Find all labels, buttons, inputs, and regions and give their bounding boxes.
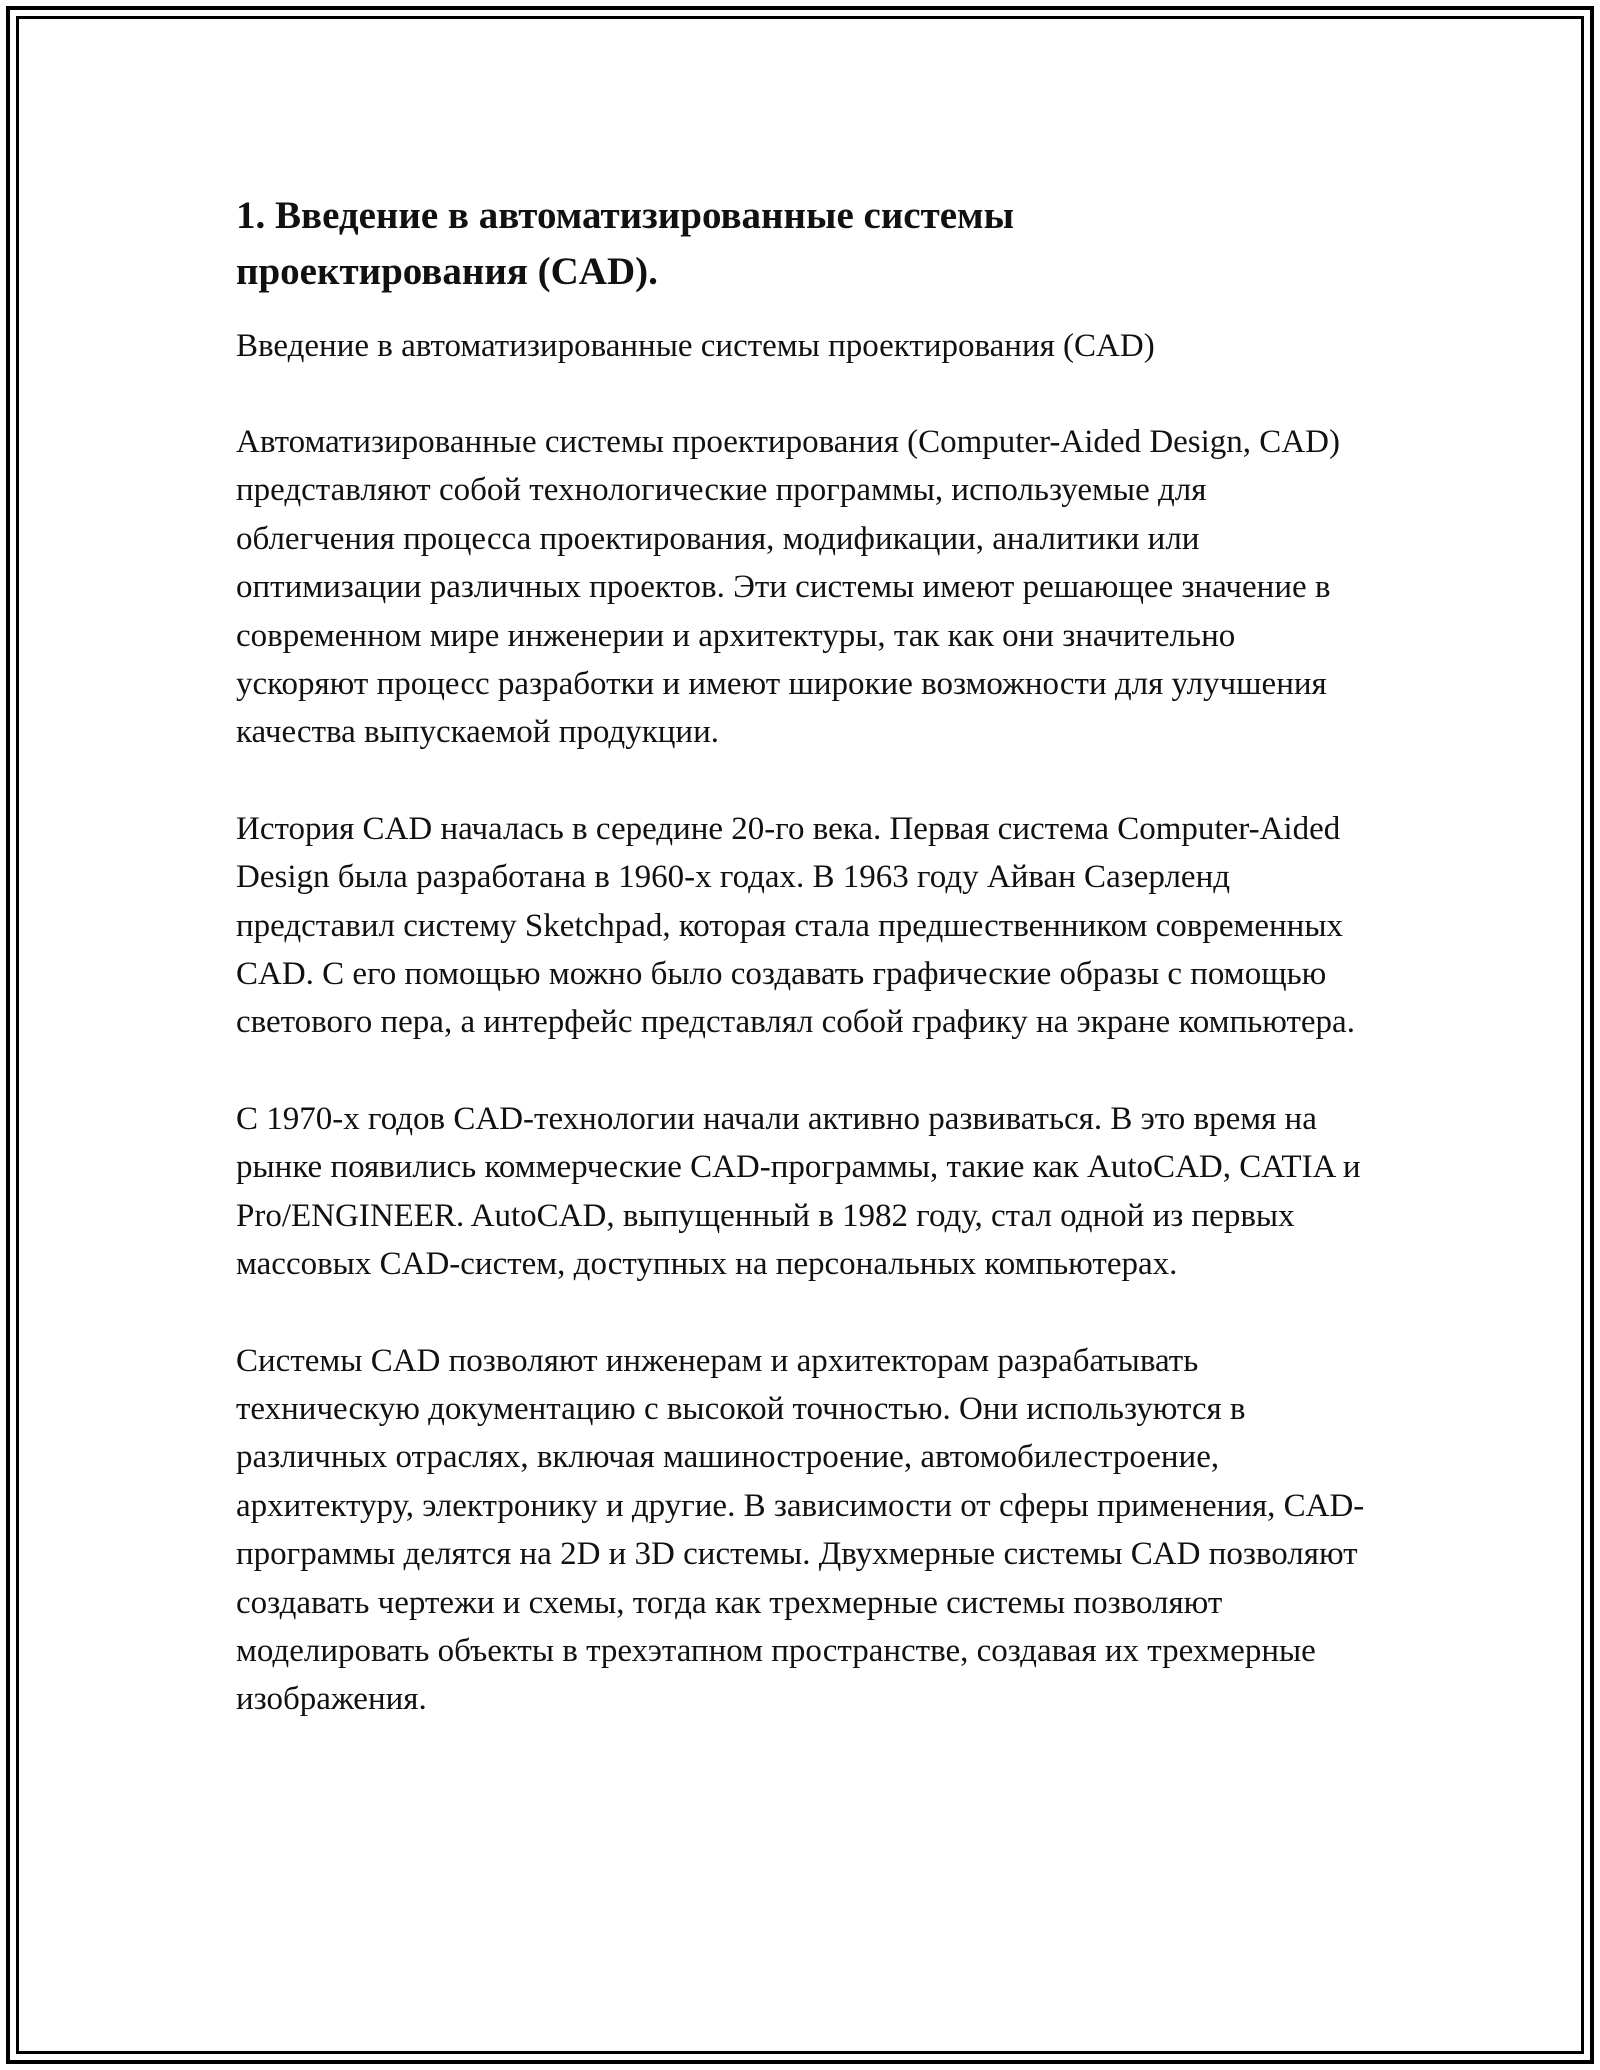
paragraph-cad-applications: Системы CAD позволяют инженерам и архитекторам разрабатывать техническую документацию с высокой точностью. Они используются в различных отраслях, включая машиностроение, автомобилестроение, архитектуру, электронику и другие. В зависимости от сферы применения, CAD-программы делятся на 2D и 3D системы. Двухмерные системы CAD позволяют создавать чертежи и схемы, тогда как трехмерные системы позволяют моделировать объекты в трехэтапном пространстве, создавая их трехмерные изображения. — [236, 1342, 1365, 1718]
paragraph-cad-definition: Автоматизированные системы проектирования (Computer-Aided Design, CAD) представляют собой технологические программы, используемые для облегчения процесса проектирования, модификации, аналитики или оптимизации различных проектов. Эти системы имеют решающее значение в современном мире инженерии и архитектуры, так как они значительно ускоряют процесс разработки и имеют широкие возможности для улучшения качества выпускаемой продукции. — [236, 424, 1340, 751]
paragraph-cad-development: С 1970-х годов CAD-технологии начали активно развиваться. В это время на рынке появились коммерческие CAD-программы, такие как AutoCAD, CATIA и Pro/ENGINEER. AutoCAD, выпущенный в 1982 году, стал одной из первых массовых CAD-систем, доступных на персональных компьютерах. — [236, 1100, 1361, 1283]
document-title: 1. Введение в автоматизированные системы проектирования (CAD). — [236, 194, 1015, 293]
paragraph-cad-history: История CAD началась в середине 20-го века. Первая система Computer-Aided Design была разработана в 1960-х годах. В 1963 году Айван Сазерленд представил систему Sketchpad, которая стала предшественником современных CAD. С его помощью можно было создавать графические образы с помощью светового пера, а интерфейс представлял собой графику на экране компьютера. — [236, 810, 1355, 1041]
document-subtitle: Введение в автоматизированные системы проектирования (CAD) — [236, 328, 1155, 364]
document-page — [236, 188, 1406, 1724]
